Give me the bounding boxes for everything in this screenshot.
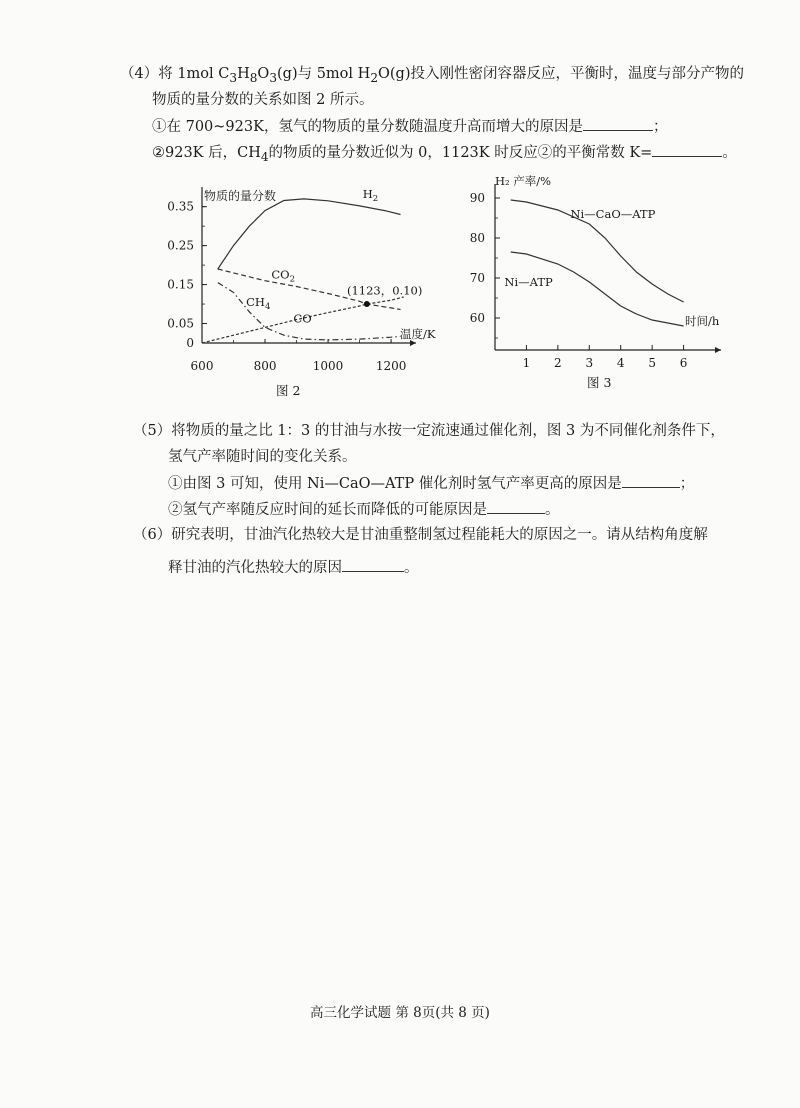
fig2-series-h2 <box>218 199 401 269</box>
fig3-x-tick-label: 2 <box>554 356 562 370</box>
page-footer: 高三化学试题 第 8页(共 8 页) <box>310 1005 490 1021</box>
fig3-x-tick-label: 4 <box>616 356 625 370</box>
fig3-series-line-1 <box>511 252 684 326</box>
fig2-y-tick-label: 0.25 <box>167 238 194 253</box>
fig2-series-label: $CO_2$ <box>271 267 295 285</box>
q6-line2-text: 释甘油的汽化热较大的原因 <box>168 560 342 576</box>
answer-blank[interactable] <box>622 473 680 488</box>
q5-sub1-text: ①由图 3 可知，使用 Ni—CaO—ATP 催化剂时氢气产率更高的原因是 <box>168 476 622 492</box>
q4-sub1 <box>152 116 667 137</box>
fig3-x-tick-label: 3 <box>585 356 594 370</box>
fig3-x-tick-label: 1 <box>522 356 531 370</box>
fig3-x-tick-label: 6 <box>679 356 688 370</box>
q5-line1: （5）将物质的量之比 1：3 的甘油与水按一定流速通过催化剂，图 3 为不同催化剂条件下， <box>133 423 725 439</box>
punct: ； <box>679 476 695 492</box>
q4-text: O <box>257 66 270 82</box>
fig3-x-tick-label: 5 <box>648 356 656 370</box>
q4-sub1-text: ①在 700~923K，氢气的物质的量分数随温度升高而增大的原因是 <box>152 119 583 135</box>
fig3-y-tick-label: 80 <box>469 231 485 245</box>
fig2-annotation: (1123，0.10) <box>346 283 423 298</box>
fig2-x-label: 温度/K <box>400 327 436 341</box>
fig2-x-tick-label: 1200 <box>375 359 407 373</box>
q5-line2: 氢气产率随时间的变化关系。 <box>168 449 357 465</box>
fig2-intersection-point <box>364 301 370 307</box>
fig3-y-tick-label: 70 <box>469 271 485 285</box>
subscript: 3 <box>229 70 238 85</box>
punct: 。 <box>722 145 737 161</box>
answer-blank[interactable] <box>487 499 545 514</box>
fig2-y-tick-label: 0 <box>186 336 194 350</box>
q4-text: O(g)投入刚性密闭容器反应，平衡时，温度与部分产物的 <box>378 66 744 82</box>
fig2-x-tick-label: 800 <box>253 359 277 373</box>
fig2-labels <box>167 187 436 373</box>
fig3-y-tick-label: 90 <box>469 191 485 205</box>
q5-sub2-text: ②氢气产率随反应时间的延长而降低的可能原因是 <box>168 502 487 518</box>
fig2-y-tick-label: 0.15 <box>167 277 194 292</box>
q4-text: （4）将 1mol C <box>120 66 230 82</box>
q6-line2 <box>168 557 419 578</box>
figure-2-chart <box>160 180 436 405</box>
fig2-y-tick-label: 0.05 <box>167 316 194 331</box>
fig3-y-tick-label: 60 <box>469 311 485 325</box>
q4-line2: 物质的量分数的关系如图 2 所示。 <box>152 92 374 108</box>
answer-blank[interactable] <box>583 116 653 131</box>
q4-sub2-text: 的物质的量分数近似为 0，1123K 时反应②的平衡常数 K= <box>268 145 653 161</box>
answer-blank[interactable] <box>342 557 404 572</box>
fig3-series-label: Ni—CaO—ATP <box>570 207 656 221</box>
figure-2-title: 图 2 <box>276 383 301 398</box>
q4-text: H <box>237 66 250 82</box>
fig3-labels <box>470 174 720 370</box>
figure-3-chart <box>460 170 730 390</box>
fig2-series-label: CO <box>293 311 312 326</box>
punct: 。 <box>404 560 419 576</box>
subscript: 2 <box>370 70 378 85</box>
punct: 。 <box>545 502 560 518</box>
punct: ； <box>652 119 668 135</box>
fig3-x-arrow <box>715 347 721 353</box>
q5-sub2 <box>168 499 560 520</box>
fig3-x-label: 时间/h <box>685 314 720 328</box>
q4-sub2-text: ②923K 后，CH <box>152 145 261 161</box>
fig2-y-label: 物质的量分数 <box>204 189 277 203</box>
fig2-series-label: $H_2$ <box>362 187 379 205</box>
q4-line1 <box>120 64 744 88</box>
q5-sub1 <box>168 473 694 494</box>
subscript: 8 <box>249 70 258 85</box>
q6-line1: （6）研究表明，甘油汽化热较大是甘油重整制氢过程能耗大的原因之一。请从结构角度解 <box>133 527 708 543</box>
q4-sub2 <box>152 142 737 167</box>
subscript: 4 <box>260 149 269 164</box>
fig2-x-tick-label: 1000 <box>312 359 344 373</box>
q4-text: (g)与 5mol H <box>277 66 371 82</box>
fig3-series-label: Ni—ATP <box>504 275 553 289</box>
fig2-x-tick-label: 600 <box>190 359 214 373</box>
fig3-y-label: H₂ 产率/% <box>495 174 552 188</box>
answer-blank[interactable] <box>652 142 722 157</box>
figure-3-title: 图 3 <box>587 375 612 390</box>
subscript: 3 <box>269 70 277 85</box>
fig2-series-label: $CH_4$ <box>246 295 271 312</box>
fig2-y-tick-label: 0.35 <box>167 199 194 214</box>
